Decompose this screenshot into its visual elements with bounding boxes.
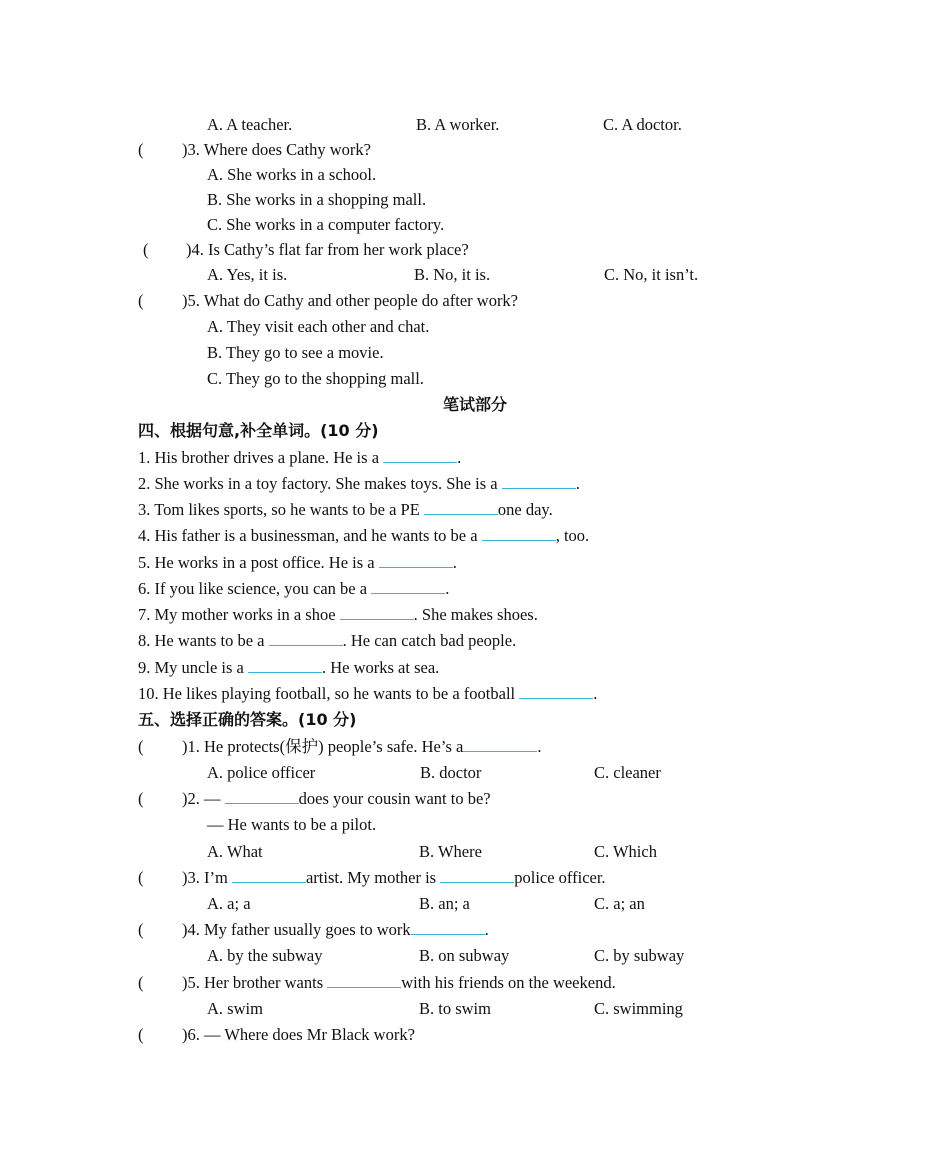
answer-blank[interactable]: [482, 526, 556, 541]
choice-3-paren: (: [138, 868, 144, 887]
fill-item-3: 3. Tom likes sports, so he wants to be a PE one day.: [138, 500, 553, 519]
question-4-paren: (: [143, 240, 149, 259]
answer-blank[interactable]: [379, 553, 453, 568]
option-c: C. They go to the shopping mall.: [207, 369, 424, 388]
section-4-title: 四、根据句意,补全单词。(10 分): [138, 421, 379, 440]
choice-5-paren: (: [138, 973, 144, 992]
option-a: A. swim: [207, 999, 263, 1018]
fill-item-2: 2. She works in a toy factory. She makes toys. She is a .: [138, 474, 580, 493]
answer-blank[interactable]: [225, 789, 299, 804]
option-c: C. swimming: [594, 999, 683, 1018]
fill-item-10: 10. He likes playing football, so he wants to be a football .: [138, 684, 598, 703]
option-c: C. A doctor.: [603, 115, 682, 134]
option-a: A. She works in a school.: [207, 165, 377, 184]
choice-question-4: )4. My father usually goes to work .: [182, 920, 489, 939]
answer-blank[interactable]: [424, 500, 498, 515]
option-c: C. No, it isn’t.: [604, 265, 699, 284]
option-b: B. No, it is.: [414, 265, 491, 284]
question-4: )4. Is Cathy’s flat far from her work place?: [186, 240, 469, 259]
option-b: B. She works in a shopping mall.: [207, 190, 427, 209]
choice-question-5: )5. Her brother wants with his friends on the weekend.: [182, 973, 616, 992]
option-c: C. by subway: [594, 946, 685, 965]
choice-2-paren: (: [138, 789, 144, 808]
answer-blank[interactable]: [371, 579, 445, 594]
answer-blank[interactable]: [248, 658, 322, 673]
option-b: B. an; a: [419, 894, 470, 913]
option-c: C. cleaner: [594, 763, 661, 782]
option-c: C. Which: [594, 842, 657, 861]
question-5-paren: (: [138, 291, 144, 310]
question-3: )3. Where does Cathy work?: [182, 140, 371, 159]
answer-blank[interactable]: [411, 920, 485, 935]
choice-question-2: )2. — does your cousin want to be?: [182, 789, 491, 808]
answer-blank[interactable]: [327, 973, 401, 988]
option-a: A. A teacher.: [207, 115, 293, 134]
fill-item-8: 8. He wants to be a . He can catch bad people.: [138, 631, 517, 650]
fill-item-7: 7. My mother works in a shoe . She makes shoes.: [138, 605, 538, 624]
answer-blank[interactable]: [383, 448, 457, 463]
option-a: A. police officer: [207, 763, 316, 782]
option-a: A. Yes, it is.: [207, 265, 288, 284]
answer-blank[interactable]: [269, 631, 343, 646]
option-a: A. by the subway: [207, 946, 323, 965]
answer-blank[interactable]: [502, 474, 576, 489]
choice-6-paren: (: [138, 1025, 144, 1044]
fill-item-6: 6. If you like science, you can be a .: [138, 579, 450, 598]
answer-blank[interactable]: [232, 868, 306, 883]
option-a: A. What: [207, 842, 263, 861]
choice-4-paren: (: [138, 920, 144, 939]
option-b: B. to swim: [419, 999, 491, 1018]
answer-blank[interactable]: [440, 868, 514, 883]
option-a: A. a; a: [207, 894, 251, 913]
option-b: B. on subway: [419, 946, 510, 965]
option-b: B. doctor: [420, 763, 482, 782]
option-a: A. They visit each other and chat.: [207, 317, 430, 336]
choice-question-1: )1. He protects(保护) people’s safe. He’s a .: [182, 737, 542, 756]
question-2-answer-line: — He wants to be a pilot.: [207, 815, 377, 834]
section-5-title: 五、选择正确的答案。(10 分): [138, 710, 357, 729]
answer-blank[interactable]: [340, 605, 414, 620]
option-c: C. a; an: [594, 894, 645, 913]
written-part-title: 笔试部分: [442, 395, 507, 414]
choice-question-6: )6. — Where does Mr Black work?: [182, 1025, 415, 1044]
fill-item-1: 1. His brother drives a plane. He is a .: [138, 448, 462, 467]
choice-1-paren: (: [138, 737, 144, 756]
fill-item-9: 9. My uncle is a . He works at sea.: [138, 658, 440, 677]
option-b: B. They go to see a movie.: [207, 343, 384, 362]
answer-blank[interactable]: [463, 737, 537, 752]
answer-blank[interactable]: [519, 684, 593, 699]
choice-question-3: )3. I’m artist. My mother is police officer.: [182, 868, 606, 887]
fill-item-5: 5. He works in a post office. He is a .: [138, 553, 457, 572]
question-3-paren: (: [138, 140, 144, 159]
option-c: C. She works in a computer factory.: [207, 215, 445, 234]
fill-item-4: 4. His father is a businessman, and he wants to be a , too.: [138, 526, 590, 545]
option-b: B. Where: [419, 842, 482, 861]
option-b: B. A worker.: [416, 115, 500, 134]
question-5: )5. What do Cathy and other people do after work?: [182, 291, 519, 310]
